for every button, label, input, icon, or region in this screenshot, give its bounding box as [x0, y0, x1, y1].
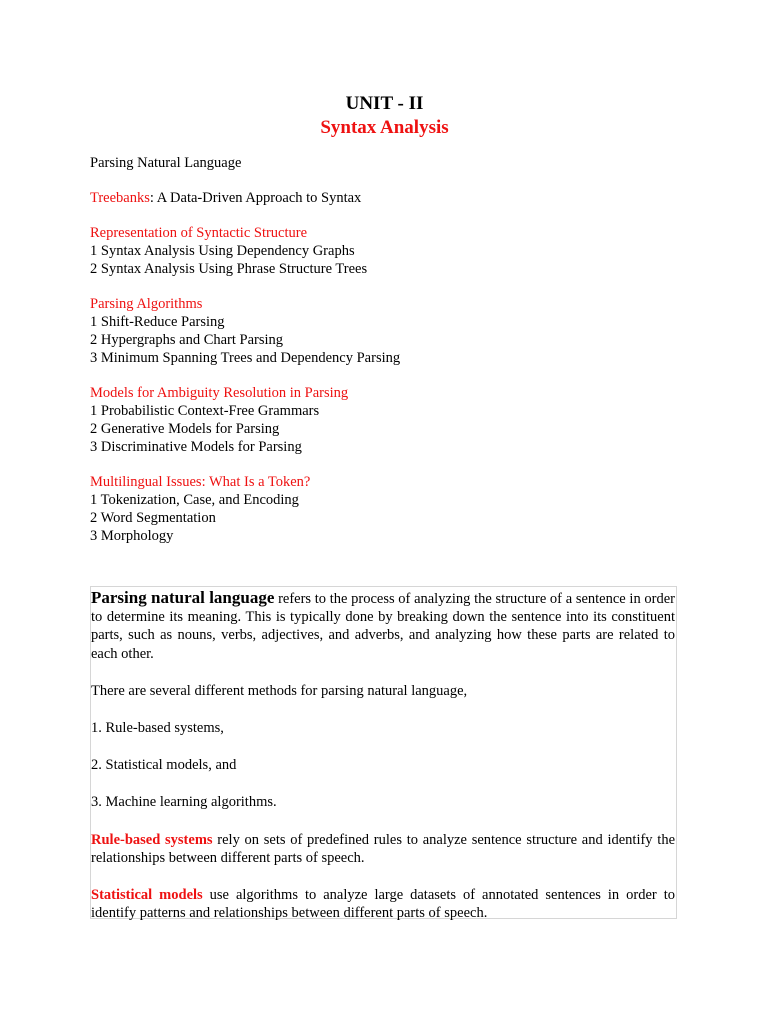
content-box	[90, 586, 677, 922]
list-item: 2. Statistical models, and	[91, 757, 237, 774]
toc-treebanks	[90, 189, 679, 207]
toc-section-item: 2 Hypergraphs and Chart Parsing	[90, 332, 284, 348]
toc-section-item: 2 Generative Models for Parsing	[90, 421, 280, 437]
paragraph-rule-based	[91, 831, 675, 867]
paragraph-parsing-intro	[91, 589, 675, 663]
toc-section-heading: Multilingual Issues: What Is a Token?	[90, 474, 311, 490]
toc-section-item: 3 Discriminative Models for Parsing	[90, 439, 302, 455]
toc-intro-block	[90, 154, 679, 172]
toc-section-representation	[90, 224, 679, 278]
paragraph-text: refers to the process of analyzing the structure of a sentence in order to determine its meaning. This is typically done by breaking down the sentence into its constituent parts, such as nouns, verbs, adjectives, and adverbs, and analyzing how these parts are related to each other.	[91, 591, 675, 662]
paragraph-text: rely on sets of predefined rules to analyze sentence structure and identify the relationships between different parts of speech.	[91, 831, 676, 866]
paragraph-lead: Statistical models	[91, 887, 203, 904]
toc-section-item: 1 Tokenization, Case, and Encoding	[90, 492, 299, 508]
document-page	[90, 92, 679, 562]
toc-treebanks-label: Treebanks	[90, 190, 150, 206]
toc-treebanks-block	[90, 189, 679, 207]
list-item: 1. Rule-based systems,	[91, 720, 224, 737]
toc-section-item: 2 Syntax Analysis Using Phrase Structure Trees	[90, 261, 368, 277]
toc-section-multilingual	[90, 473, 679, 545]
paragraph-methods: There are several different methods for parsing natural language,	[91, 682, 468, 699]
toc-section-item: 2 Word Segmentation	[90, 510, 216, 526]
toc-section-item: 1 Probabilistic Context-Free Grammars	[90, 403, 320, 419]
toc-treebanks-rest: : A Data-Driven Approach to Syntax	[149, 190, 362, 206]
toc-section-heading: Representation of Syntactic Structure	[90, 225, 308, 241]
paragraph-text: use algorithms to analyze large datasets of annotated sentences in order to identify patterns and relationships between different parts of speech.	[91, 887, 675, 922]
paragraph-lead: Parsing natural language	[91, 588, 275, 607]
toc-section-heading: Parsing Algorithms	[90, 296, 203, 312]
paragraph-lead: Rule-based systems	[91, 831, 213, 848]
toc-section-heading: Models for Ambiguity Resolution in Parsing	[90, 385, 349, 401]
paragraph-statistical	[91, 886, 675, 922]
unit-subtitle: Syntax Analysis	[320, 117, 449, 138]
list-item: 3. Machine learning algorithms.	[91, 794, 277, 811]
toc-section-parsing-algorithms	[90, 295, 679, 367]
toc-intro: Parsing Natural Language	[90, 155, 242, 171]
unit-title: UNIT - II	[345, 93, 424, 114]
toc-section-item: 3 Minimum Spanning Trees and Dependency Parsing	[90, 350, 401, 366]
toc-section-item: 3 Morphology	[90, 528, 174, 544]
toc-section-ambiguity-models	[90, 384, 679, 456]
toc-section-item: 1 Shift-Reduce Parsing	[90, 314, 225, 330]
toc-section-item: 1 Syntax Analysis Using Dependency Graphs	[90, 243, 355, 259]
